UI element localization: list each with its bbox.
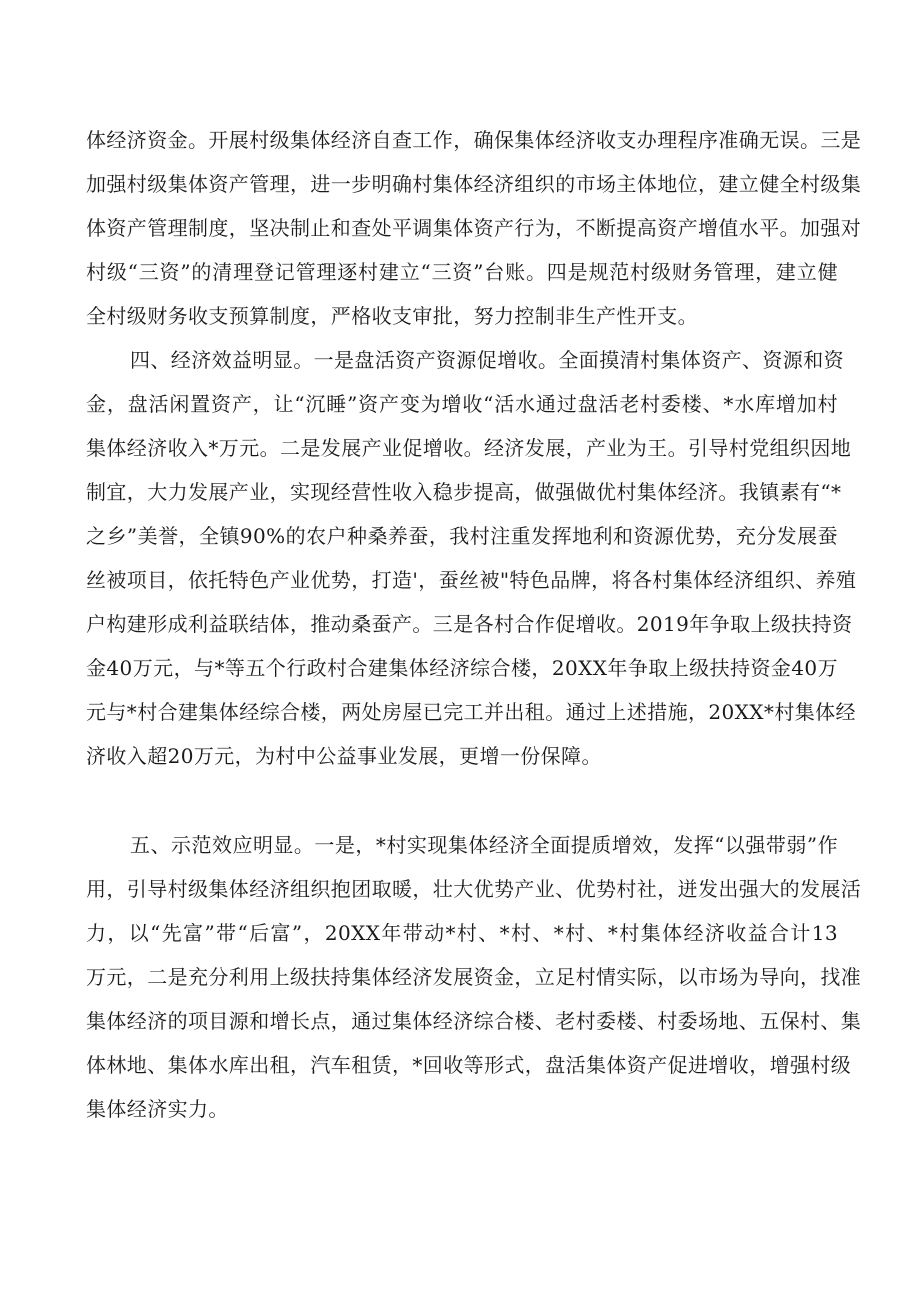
paragraph-line: 集体经济的项目源和增长点，通过集体经济综合楼、老村委楼、村委场地、五保村、集 — [86, 1009, 862, 1033]
paragraph-line: 用，引导村级集体经济组织抱团取暖，壮大优势产业、优势村社，迸发出强大的发展活 — [86, 877, 862, 901]
paragraph-line: 体林地、集体水库出租，汽车租赁，*回收等形式，盘活集体资产促进增收，增强村级 — [86, 1053, 852, 1077]
paragraph-line: 集体经济实力。 — [86, 1097, 229, 1121]
paragraph-line: 集体经济收入*万元。二是发展产业促增收。经济发展，产业为王。引导村党组织因地 — [86, 436, 852, 460]
paragraph-line: 元与*村合建集体经综合楼，两处房屋已完工并出租。通过上述措施，20XX*村集体经 — [86, 700, 856, 724]
paragraph-line: 体经济资金。开展村级集体经济自查工作，确保集体经济收支办理程序准确无误。三是 — [86, 128, 862, 152]
paragraph-line: 体资产管理制度，坚决制止和查处平调集体资产行为，不断提高资产增值水平。加强对 — [86, 216, 862, 240]
paragraph-line: 万元，二是充分利用上级扶持集体经济发展资金，立足村情实际，以市场为导向，找准 — [86, 965, 862, 989]
paragraph-line: 济收入超20万元，为村中公益事业发展，更增一份保障。 — [86, 744, 602, 768]
paragraph-line: 户构建形成利益联结体，推动桑蚕产。三是各村合作促增收。2019年争取上级扶持资 — [86, 612, 853, 636]
paragraph-line: 村级“三资”的清理登记管理逐村建立“三资”台账。四是规范村级财务管理，建立健 — [86, 260, 838, 284]
paragraph-line: 制宜，大力发展产业，实现经营性收入稳步提高，做强做优村集体经济。我镇素有“* — [86, 480, 842, 504]
paragraph-line: 力，以“先富”带“后富”，20XX年带动*村、*村、*村、*村集体经济收益合计13 — [86, 921, 838, 945]
paragraph-line: 五、示范效应明显。一是，*村实现集体经济全面提质增效，发挥“以强带弱”作 — [130, 833, 838, 857]
paragraph-line: 金，盘活闲置资产，让“沉睡”资产变为增收“活水通过盘活老村委楼、*水库增加村 — [86, 392, 838, 416]
paragraph-line: 加强村级集体资产管理，进一步明确村集体经济组织的市场主体地位，建立健全村级集 — [86, 172, 862, 196]
paragraph-line: 四、经济效益明显。一是盘活资产资源促增收。全面摸清村集体资产、资源和资 — [130, 348, 844, 372]
paragraph-line: 之乡”美誉，全镇90%的农户种桑养蚕，我村注重发挥地利和资源优势，充分发展蚕 — [86, 524, 838, 548]
paragraph-line: 全村级财务收支预算制度，严格收支审批，努力控制非生产性开支。 — [86, 304, 698, 328]
paragraph-line: 丝被项目，依托特色产业优势，打造'，蚕丝被"特色品牌，将各村集体经济组织、养殖 — [86, 568, 857, 592]
paragraph-line: 金40万元，与*等五个行政村合建集体经济综合楼，20XX年争取上级扶持资金40万 — [86, 656, 838, 680]
